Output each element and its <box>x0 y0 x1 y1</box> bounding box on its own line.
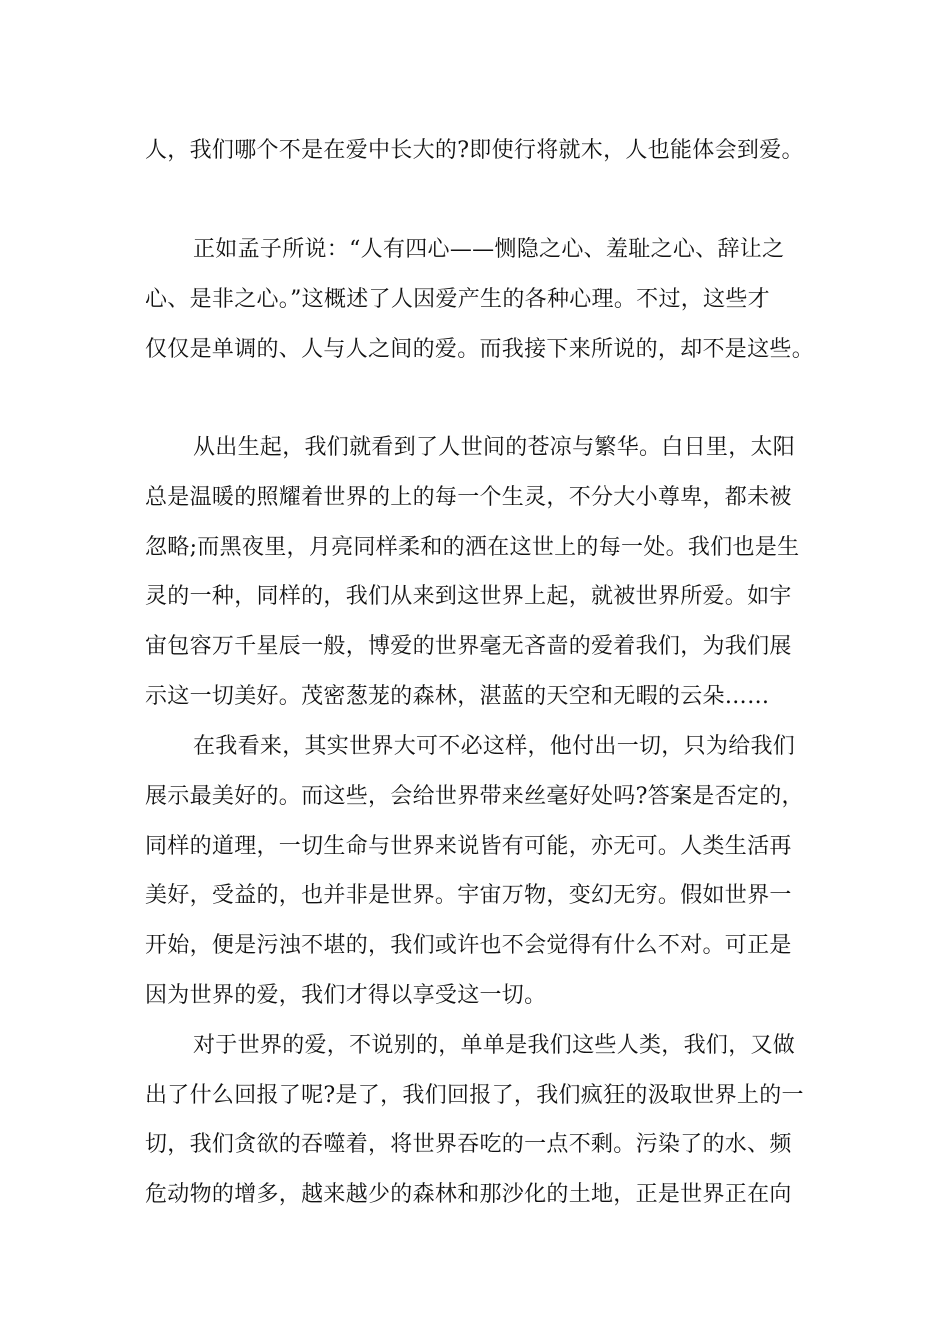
text-line: 宙包容万千星辰一般，博爱的世界毫无吝啬的爱着我们，为我们展 <box>145 634 792 659</box>
text-line: 人，我们哪个不是在爱中长大的?即使行将就木，人也能体会到爱。 <box>145 138 804 163</box>
text-line: 出了什么回报了呢?是了，我们回报了，我们疯狂的汲取世界上的一 <box>145 1083 804 1108</box>
text-line: 对于世界的爱，不说别的，单单是我们这些人类，我们，又做 <box>193 1033 796 1058</box>
text-line: 正如孟子所说：“人有四心——恻隐之心、羞耻之心、辞让之 <box>193 237 785 262</box>
text-line: 切，我们贪欲的吞噬着，将世界吞吃的一点不剩。污染了的水、频 <box>145 1132 792 1157</box>
text-line: 示这一切美好。茂密葱茏的森林，湛蓝的天空和无暇的云朵…… <box>145 684 770 709</box>
text-line: 灵的一种，同样的，我们从来到这世界上起，就被世界所爱。如宇 <box>145 584 792 609</box>
text-line: 在我看来，其实世界大可不必这样，他付出一切，只为给我们 <box>193 734 796 759</box>
text-line: 同样的道理，一切生命与世界来说皆有可能，亦无可。人类生活再 <box>145 834 792 859</box>
text-line: 忽略;而黑夜里，月亮同样柔和的洒在这世上的每一处。我们也是生 <box>145 535 800 560</box>
text-line: 危动物的增多，越来越少的森林和那沙化的土地，正是世界正在向 <box>145 1182 792 1207</box>
text-line: 开始，便是污浊不堪的，我们或许也不会觉得有什么不对。可正是 <box>145 933 792 958</box>
text-line: 总是温暖的照耀着世界的上的每一个生灵，不分大小尊卑，都未被 <box>145 485 792 510</box>
text-line: 从出生起，我们就看到了人世间的苍凉与繁华。白日里，太阳 <box>193 435 796 460</box>
text-line: 展示最美好的。而这些，会给世界带来丝毫好处吗?答案是否定的， <box>145 784 804 809</box>
text-line: 心、是非之心。”这概述了人因爱产生的各种心理。不过，这些才 <box>145 287 770 312</box>
text-line: 美好，受益的，也并非是世界。宇宙万物，变幻无穷。假如世界一 <box>145 883 792 908</box>
text-line: 仅仅是单调的、人与人之间的爱。而我接下来所说的，却不是这些。 <box>145 337 815 362</box>
text-line: 因为世界的爱，我们才得以享受这一切。 <box>145 983 547 1008</box>
